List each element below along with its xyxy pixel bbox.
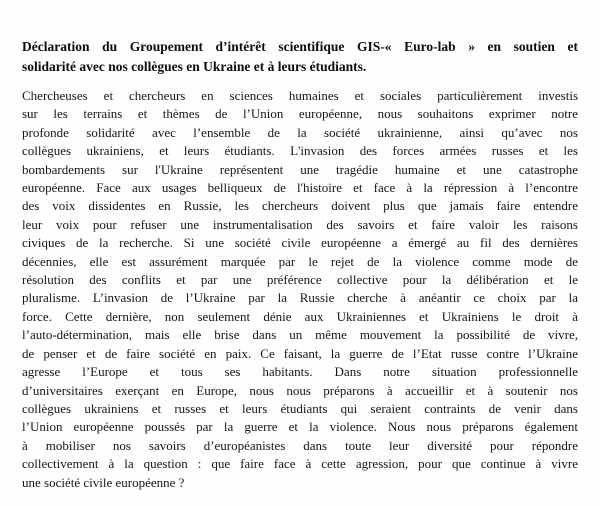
text-line: décennies, elle est assurément marquée par le rejet de la violence comme mode de [22, 253, 578, 269]
text-line: Chercheuses et chercheurs en sciences humaines et sociales particulièrement investis [22, 88, 578, 103]
text-line: de penser et de faire société en paix. Ce faisant, la guerre de l’Etat russe contre l’Ukraine [22, 345, 578, 361]
text-line: bombardements sur l'Ukraine représentent une tragédie humaine et une catastrophe [22, 161, 578, 177]
text-line: civiques de la recherche. Si une société civile européenne a émergé au fil des dernières [22, 235, 578, 251]
text-line: résolution des conflits et par une préférence collective pour la délibération et le [22, 272, 578, 288]
title-line: Déclaration du Groupement d’intérêt scientifique GIS-« Euro-lab » en soutien et [22, 39, 578, 54]
text-line: des voix dissidentes en Russie, les chercheurs doivent plus que jamais faire entendre [22, 198, 578, 214]
document-body [22, 87, 578, 492]
text-line: collectivement à la question : que faire face à cette agression, pour que continue à vivre [22, 456, 578, 472]
text-line: d’universitaires exerçant en Europe, nous nous préparons à accueillir et à soutenir nos [22, 382, 578, 398]
document-title [22, 37, 578, 77]
text-line: agresse l’Europe et tous ses habitants. Dans notre situation professionnelle [22, 364, 578, 380]
text-line: collègues ukrainiens et russes et leurs étudiants qui seraient contraints de venir dans [22, 400, 578, 416]
text-line: collègues ukrainiens, et leurs étudiants. L'invasion des forces armées russes et les [22, 143, 578, 159]
text-line: leur voix pour refuser une instrumentalisation des savoirs et faire valoir les raisons [22, 216, 578, 232]
text-line: profonde solidarité avec l’ensemble de la société ukrainienne, ainsi qu’avec nos [22, 124, 578, 140]
text-line: une société civile européenne ? [22, 474, 185, 490]
text-line: sur les terrains et thèmes de l’Union européenne, nous souhaitons exprimer notre [22, 106, 578, 122]
text-line: force. Cette dernière, non seulement dénie aux Ukrainiennes et Ukrainiens le droit à [22, 308, 578, 324]
text-line: européenne. Face aux usages belliqueux de l'histoire et face à la répression à l’encontre [22, 180, 578, 196]
title-line: solidarité avec nos collègues en Ukraine et à leurs étudiants. [22, 59, 367, 74]
text-line: pluralisme. L’invasion de l’Ukraine par la Russie cherche à anéantir ce choix par la [22, 290, 578, 306]
text-line: à mobiliser nos savoirs d’européanistes dans toute leur diversité pour répondre [22, 437, 578, 453]
text-line: l’Union européenne poussés par la guerre et la violence. Nous nous préparons également [22, 419, 578, 435]
text-line: l’auto-détermination, mais elle brise dans un même mouvement la possibilité de vivre, [22, 327, 578, 343]
